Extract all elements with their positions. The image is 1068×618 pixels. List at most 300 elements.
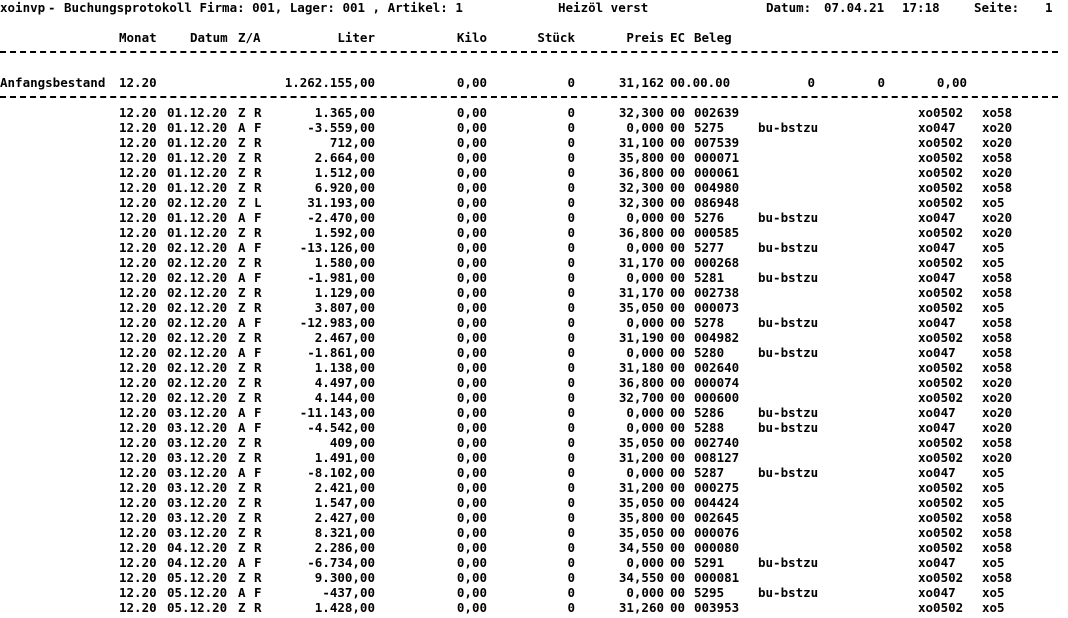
cell-ec: 00 [670,510,686,525]
cell-code-1: xo047 [918,585,956,600]
table-row [0,480,1068,495]
cell-z: A [238,345,246,360]
table-row [0,375,1068,390]
cell-a: R [254,360,262,375]
cell-datum: 03.12.20 [167,510,228,525]
cell-z: Z [238,480,246,495]
cell-kilo: 0,00 [456,585,487,600]
cell-datum: 05.12.20 [167,585,228,600]
cell-monat: 12.20 [119,135,157,150]
cell-text: bu-bstzu [758,555,819,570]
cell-stueck: 0 [567,180,575,195]
cell-a: R [254,150,262,165]
cell-text: bu-bstzu [758,585,819,600]
cell-monat: 12.20 [119,435,157,450]
cell-liter: -11.143,00 [299,405,375,420]
cell-datum: 01.12.20 [167,120,228,135]
cell-preis: 34,550 [618,540,664,555]
report-time: 17:18 [902,0,940,15]
cell-ec: 00 [670,135,686,150]
table-row [0,405,1068,420]
cell-code-1: xo047 [918,315,956,330]
cell-code-2: xo5 [982,555,1005,570]
cell-ec: 00 [670,585,686,600]
cell-code-2: xo58 [982,330,1013,345]
cell-kilo: 0,00 [456,405,487,420]
cell-z: Z [238,375,246,390]
table-row [0,225,1068,240]
cell-monat: 12.20 [119,150,157,165]
opening-kilo: 0,00 [456,75,487,90]
cell-ec: 00 [670,450,686,465]
cell-a: F [254,270,262,285]
cell-code-1: xo0502 [918,150,964,165]
cell-datum: 03.12.20 [167,480,228,495]
cell-z: A [238,420,246,435]
cell-preis: 31,100 [618,135,664,150]
cell-a: R [254,330,262,345]
cell-a: R [254,255,262,270]
cell-z: Z [238,360,246,375]
cell-code-1: xo047 [918,240,956,255]
cell-code-2: xo5 [982,495,1005,510]
cell-stueck: 0 [567,360,575,375]
cell-beleg: 002639 [694,105,740,120]
cell-kilo: 0,00 [456,345,487,360]
cell-preis: 31,180 [618,360,664,375]
cell-z: Z [238,105,246,120]
cell-a: F [254,210,262,225]
cell-kilo: 0,00 [456,360,487,375]
cell-stueck: 0 [567,300,575,315]
cell-monat: 12.20 [119,495,157,510]
col-header-stueck: Stück [537,30,575,45]
cell-code-1: xo0502 [918,360,964,375]
cell-z: A [238,270,246,285]
cell-text: bu-bstzu [758,345,819,360]
cell-beleg: 000081 [694,570,740,585]
cell-datum: 02.12.20 [167,270,228,285]
cell-beleg: 000074 [694,375,740,390]
cell-a: F [254,465,262,480]
cell-stueck: 0 [567,450,575,465]
table-row [0,345,1068,360]
cell-z: Z [238,390,246,405]
cell-code-2: xo58 [982,315,1013,330]
cell-ec: 00 [670,330,686,345]
table-row [0,390,1068,405]
cell-stueck: 0 [567,465,575,480]
cell-z: Z [238,510,246,525]
cell-stueck: 0 [567,165,575,180]
cell-preis: 31,190 [618,330,664,345]
cell-liter: 4.144,00 [314,390,375,405]
cell-a: F [254,345,262,360]
cell-text: bu-bstzu [758,240,819,255]
report-title: Buchungsprotokoll Firma: 001, Lager: 001 , Artikel: 1 [64,0,463,15]
cell-stueck: 0 [567,390,575,405]
cell-text: bu-bstzu [758,270,819,285]
cell-z: Z [238,600,246,615]
cell-beleg: 004982 [694,330,740,345]
cell-liter: 2.427,00 [314,510,375,525]
cell-liter: 3.807,00 [314,300,375,315]
cell-beleg: 5275 [694,120,725,135]
cell-code-1: xo0502 [918,255,964,270]
cell-ec: 00 [670,540,686,555]
table-row [0,525,1068,540]
cell-monat: 12.20 [119,285,157,300]
cell-ec: 00 [670,270,686,285]
cell-z: A [238,315,246,330]
cell-code-2: xo20 [982,210,1013,225]
cell-code-2: xo20 [982,390,1013,405]
separator-dash: - [48,0,56,15]
cell-beleg: 000585 [694,225,740,240]
cell-z: Z [238,525,246,540]
cell-ec: 00 [670,315,686,330]
cell-datum: 02.12.20 [167,240,228,255]
cell-beleg: 5277 [694,240,725,255]
cell-a: R [254,135,262,150]
table-row [0,300,1068,315]
cell-a: R [254,390,262,405]
cell-code-2: xo5 [982,240,1005,255]
cell-stueck: 0 [567,585,575,600]
cell-datum: 03.12.20 [167,495,228,510]
cell-beleg: 5281 [694,270,725,285]
cell-a: R [254,525,262,540]
cell-z: Z [238,165,246,180]
cell-monat: 12.20 [119,195,157,210]
cell-beleg: 5287 [694,465,725,480]
cell-stueck: 0 [567,375,575,390]
cell-monat: 12.20 [119,480,157,495]
cell-code-2: xo58 [982,285,1013,300]
table-row [0,495,1068,510]
table-row [0,210,1068,225]
program-name: xoinvp [0,0,46,15]
cell-datum: 02.12.20 [167,360,228,375]
cell-z: A [238,555,246,570]
cell-datum: 02.12.20 [167,315,228,330]
cell-code-1: xo0502 [918,435,964,450]
table-row [0,195,1068,210]
cell-kilo: 0,00 [456,135,487,150]
cell-liter: 2.664,00 [314,150,375,165]
cell-beleg: 002640 [694,360,740,375]
opening-value-3: 0,00 [936,75,967,90]
cell-text: bu-bstzu [758,315,819,330]
cell-liter: 6.920,00 [314,180,375,195]
cell-beleg: 000076 [694,525,740,540]
cell-code-2: xo58 [982,570,1013,585]
cell-kilo: 0,00 [456,465,487,480]
table-row [0,360,1068,375]
cell-liter: 2.467,00 [314,330,375,345]
cell-monat: 12.20 [119,330,157,345]
cell-code-2: xo58 [982,525,1013,540]
cell-stueck: 0 [567,135,575,150]
table-row [0,315,1068,330]
cell-kilo: 0,00 [456,525,487,540]
opening-liter: 1.262.155,00 [284,75,375,90]
cell-monat: 12.20 [119,315,157,330]
cell-text: bu-bstzu [758,465,819,480]
cell-ec: 00 [670,285,686,300]
cell-kilo: 0,00 [456,315,487,330]
cell-monat: 12.20 [119,180,157,195]
opening-label: Anfangsbestand [0,75,106,90]
cell-ec: 00 [670,525,686,540]
cell-monat: 12.20 [119,210,157,225]
article-name: Heizöl verst [558,0,649,15]
cell-liter: -1.981,00 [307,270,375,285]
cell-datum: 02.12.20 [167,255,228,270]
cell-kilo: 0,00 [456,450,487,465]
cell-preis: 0,000 [626,585,664,600]
cell-ec: 00 [670,120,686,135]
cell-code-2: xo58 [982,105,1013,120]
cell-liter: 1.365,00 [314,105,375,120]
table-row [0,555,1068,570]
cell-z: Z [238,255,246,270]
cell-text: bu-bstzu [758,120,819,135]
cell-code-1: xo0502 [918,510,964,525]
cell-code-2: xo20 [982,165,1013,180]
table-row [0,420,1068,435]
cell-text: bu-bstzu [758,420,819,435]
cell-code-1: xo0502 [918,570,964,585]
cell-code-1: xo0502 [918,495,964,510]
cell-a: R [254,375,262,390]
cell-ec: 00 [670,180,686,195]
page-label: Seite: [974,0,1020,15]
cell-beleg: 008127 [694,450,740,465]
cell-preis: 31,170 [618,285,664,300]
cell-monat: 12.20 [119,225,157,240]
cell-ec: 00 [670,420,686,435]
cell-datum: 02.12.20 [167,285,228,300]
cell-monat: 12.20 [119,555,157,570]
cell-kilo: 0,00 [456,150,487,165]
cell-datum: 03.12.20 [167,465,228,480]
cell-datum: 01.12.20 [167,225,228,240]
cell-stueck: 0 [567,495,575,510]
cell-a: R [254,570,262,585]
cell-code-2: xo5 [982,255,1005,270]
cell-ec: 00 [670,255,686,270]
cell-code-1: xo0502 [918,165,964,180]
opening-value-1: 0 [807,75,815,90]
cell-stueck: 0 [567,330,575,345]
cell-stueck: 0 [567,480,575,495]
cell-liter: -4.542,00 [307,420,375,435]
cell-ec: 00 [670,495,686,510]
cell-monat: 12.20 [119,120,157,135]
cell-code-2: xo20 [982,450,1013,465]
cell-preis: 36,800 [618,165,664,180]
cell-stueck: 0 [567,435,575,450]
cell-kilo: 0,00 [456,270,487,285]
cell-kilo: 0,00 [456,225,487,240]
cell-preis: 0,000 [626,420,664,435]
table-row [0,180,1068,195]
table-row [0,510,1068,525]
cell-liter: 9.300,00 [314,570,375,585]
cell-stueck: 0 [567,240,575,255]
cell-datum: 01.12.20 [167,150,228,165]
cell-code-1: xo047 [918,210,956,225]
cell-z: A [238,210,246,225]
cell-ec: 00 [670,555,686,570]
cell-liter: -12.983,00 [299,315,375,330]
cell-datum: 02.12.20 [167,195,228,210]
cell-stueck: 0 [567,420,575,435]
cell-code-1: xo0502 [918,225,964,240]
cell-kilo: 0,00 [456,495,487,510]
cell-kilo: 0,00 [456,375,487,390]
cell-beleg: 000275 [694,480,740,495]
cell-ec: 00 [670,390,686,405]
cell-liter: 8.321,00 [314,525,375,540]
cell-datum: 01.12.20 [167,105,228,120]
cell-monat: 12.20 [119,240,157,255]
col-header-datum: Datum [190,30,228,45]
cell-code-2: xo58 [982,435,1013,450]
cell-code-1: xo0502 [918,600,964,615]
cell-code-1: xo0502 [918,390,964,405]
cell-stueck: 0 [567,255,575,270]
cell-code-2: xo5 [982,585,1005,600]
cell-stueck: 0 [567,150,575,165]
cell-kilo: 0,00 [456,240,487,255]
cell-datum: 02.12.20 [167,375,228,390]
cell-kilo: 0,00 [456,420,487,435]
cell-a: R [254,600,262,615]
cell-z: Z [238,195,246,210]
cell-beleg: 5291 [694,555,725,570]
cell-preis: 35,050 [618,300,664,315]
cell-ec: 00 [670,345,686,360]
cell-stueck: 0 [567,540,575,555]
cell-liter: 1.428,00 [314,600,375,615]
cell-a: R [254,225,262,240]
cell-liter: 1.547,00 [314,495,375,510]
cell-a: R [254,450,262,465]
cell-monat: 12.20 [119,540,157,555]
cell-liter: 712,00 [329,135,375,150]
table-row [0,285,1068,300]
cell-datum: 02.12.20 [167,345,228,360]
cell-datum: 03.12.20 [167,525,228,540]
opening-preis: 31,162 [618,75,664,90]
cell-datum: 01.12.20 [167,165,228,180]
cell-datum: 02.12.20 [167,300,228,315]
cell-monat: 12.20 [119,390,157,405]
cell-preis: 35,800 [618,510,664,525]
cell-kilo: 0,00 [456,480,487,495]
cell-ec: 00 [670,360,686,375]
cell-liter: -8.102,00 [307,465,375,480]
cell-stueck: 0 [567,105,575,120]
col-header-monat: Monat [119,30,157,45]
cell-beleg: 000071 [694,150,740,165]
col-header-liter: Liter [337,30,375,45]
cell-code-2: xo5 [982,465,1005,480]
cell-z: Z [238,180,246,195]
cell-code-2: xo5 [982,195,1005,210]
cell-stueck: 0 [567,315,575,330]
cell-preis: 0,000 [626,405,664,420]
cell-beleg: 5278 [694,315,725,330]
cell-a: F [254,555,262,570]
cell-stueck: 0 [567,285,575,300]
cell-monat: 12.20 [119,300,157,315]
cell-code-1: xo0502 [918,105,964,120]
cell-code-1: xo0502 [918,195,964,210]
table-row [0,330,1068,345]
cell-beleg: 5276 [694,210,725,225]
cell-datum: 03.12.20 [167,435,228,450]
cell-stueck: 0 [567,405,575,420]
table-row [0,570,1068,585]
cell-preis: 31,200 [618,450,664,465]
cell-kilo: 0,00 [456,570,487,585]
cell-preis: 0,000 [626,120,664,135]
cell-liter: 1.580,00 [314,255,375,270]
cell-z: Z [238,135,246,150]
cell-datum: 01.12.20 [167,210,228,225]
cell-beleg: 004980 [694,180,740,195]
cell-datum: 04.12.20 [167,540,228,555]
cell-kilo: 0,00 [456,105,487,120]
cell-stueck: 0 [567,210,575,225]
cell-a: R [254,480,262,495]
cell-monat: 12.20 [119,375,157,390]
cell-preis: 35,800 [618,150,664,165]
cell-liter: -2.470,00 [307,210,375,225]
cell-stueck: 0 [567,525,575,540]
cell-code-2: xo20 [982,375,1013,390]
cell-preis: 0,000 [626,555,664,570]
cell-beleg: 002740 [694,435,740,450]
date-label: Datum: [766,0,812,15]
cell-z: Z [238,285,246,300]
cell-ec: 00 [670,225,686,240]
table-row [0,270,1068,285]
col-header-ec: EC [670,30,686,45]
cell-stueck: 0 [567,570,575,585]
table-row [0,585,1068,600]
cell-ec: 00 [670,570,686,585]
cell-z: A [238,120,246,135]
cell-code-1: xo0502 [918,300,964,315]
cell-preis: 31,170 [618,255,664,270]
cell-beleg: 004424 [694,495,740,510]
cell-stueck: 0 [567,120,575,135]
separator-line [0,96,1058,98]
cell-ec: 00 [670,480,686,495]
cell-monat: 12.20 [119,345,157,360]
cell-code-2: xo20 [982,225,1013,240]
cell-preis: 35,050 [618,495,664,510]
col-header-kilo: Kilo [456,30,487,45]
cell-a: F [254,315,262,330]
table-row [0,135,1068,150]
cell-kilo: 0,00 [456,180,487,195]
cell-code-2: xo20 [982,405,1013,420]
